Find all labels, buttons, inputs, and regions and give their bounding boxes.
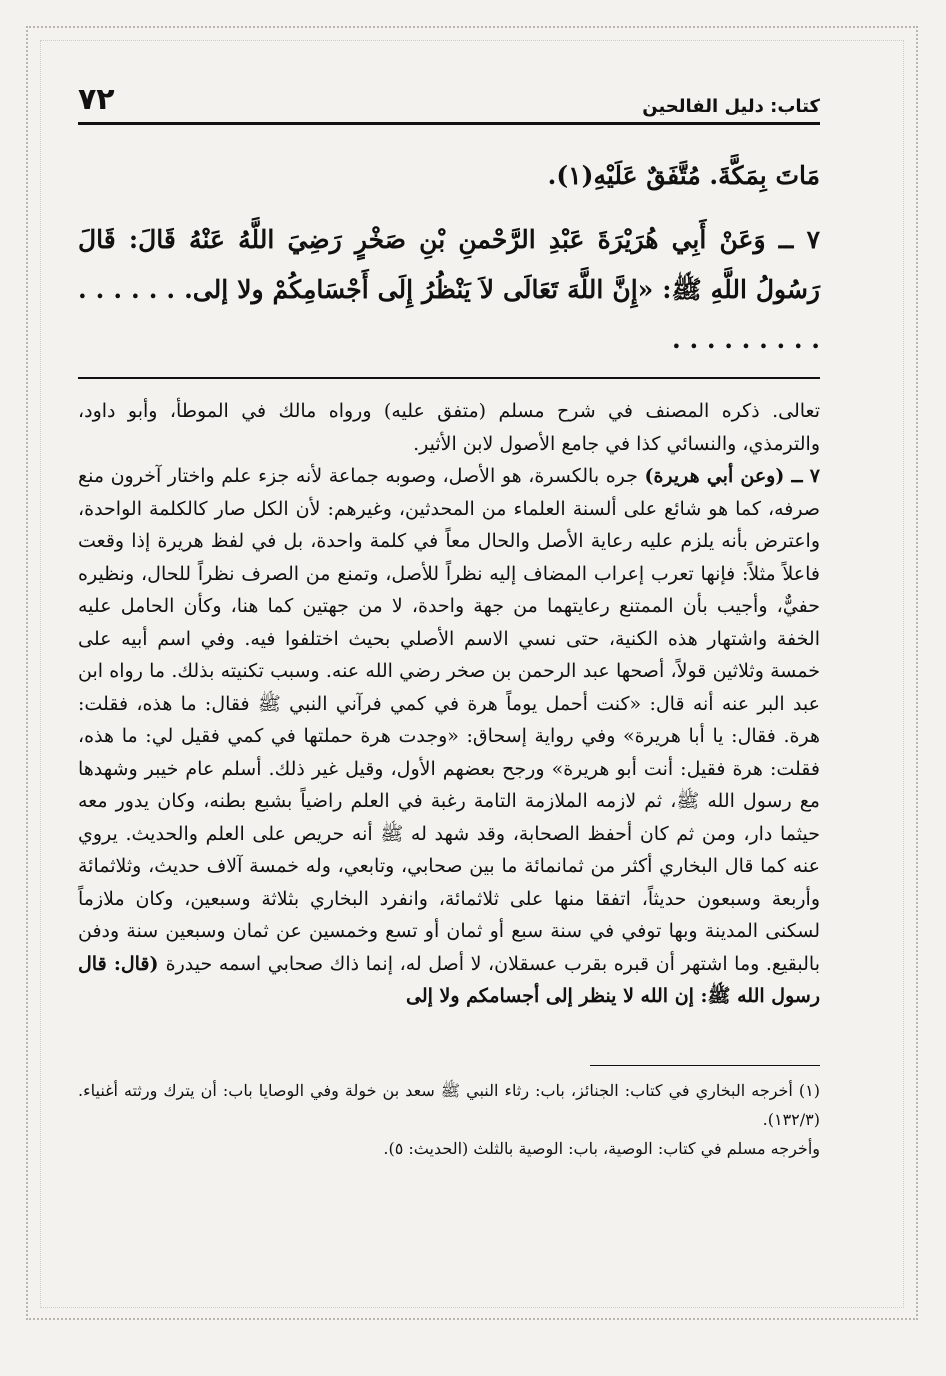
hadith-line: ٧ ــ وَعَنْ أَبِي هُرَيْرَةَ عَبْدِ الرَّحْمنِ بْنِ صَخْرٍ رَضِيَ اللَّهُ عَنْهُ قَالَ: قَالَ رَسُولُ اللَّهِ ﷺ: «إِنَّ اللَّهَ تَعَالَى لاَ يَنْظُرُ إِلَى أَجْسَامِكُمْ ولا إلى. . . . . . . . . . . . . . . . (78, 225, 820, 354)
commentary-lead: ٧ ــ (وعن أبي هريرة) (644, 465, 820, 487)
section-divider (78, 377, 820, 379)
hadith-line: مَاتَ بِمَكَّةَ. مُتَّفَقٌ عَلَيْهِ(١). (547, 161, 820, 190)
commentary (78, 395, 820, 1013)
commentary-quote: (قال: قال رسول الله ﷺ: إن الله لا ينظر إلى أجسامكم ولا إلى (78, 952, 820, 1007)
footnote-divider (590, 1065, 820, 1066)
commentary-paragraph (78, 460, 820, 1013)
footnotes (78, 1076, 820, 1163)
page-content (78, 78, 820, 1163)
footnote: وأخرجه مسلم في كتاب: الوصية، باب: الوصية بالثلث (الحديث: ٥). (383, 1138, 820, 1158)
page-number: ٧٢ (78, 82, 115, 117)
hadith-text (78, 151, 820, 365)
page-header (78, 78, 820, 125)
commentary-paragraph (78, 395, 820, 460)
book-title: كتاب: دليل الفالحين (642, 96, 820, 117)
footnote: (١) أخرجه البخاري في كتاب: الجنائز، باب: رثاء النبي ﷺ سعد بن خولة وفي الوصايا باب: أن يترك ورثته أغنياء. (١٣٢/٣). (78, 1080, 820, 1129)
commentary-text: تعالى. ذكره المصنف في شرح مسلم (متفق عليه) ورواه مالك في الموطأ، وأبو داود، والترمذي، والنسائي كذا في جامع الأصول لابن الأثير. (78, 400, 820, 455)
commentary-text: جره بالكسرة، هو الأصل، وصوبه جماعة لأنه جزء علم واختار آخرون منع صرفه، كما هو شائع على ألسنة العلماء من المحدثين، وغيرهم: لأن الكل صار كالكلمة الواحدة، واعترض بأنه يلزم عليه رعاية الأصل والحال معاً في كلمة واحدة، بل في لفظ هريرة إذا وقعت فاعلاً مثلاً: فإنها تعرب إعراب المضاف إليه نظراً للأصل، وتمنع من الصرف نظراً للحال، ونظيره حفيٌّ، وأجيب بأن الممتنع رعايتهما من جهة واحدة، لا من جهتين كما هنا، وكأن الحامل عليه الخفة واشتهار هذه الكنية، حتى نسي الاسم الأصلي بحيث اختلفوا فيه. وفي اسم أبيه على خمسة وثلاثين قولاً، أصحها عبد الرحمن بن صخر رضي الله عنه. وسبب تكنيته بذلك. ما رواه ابن عبد البر عنه أنه قال: «كنت أحمل يوماً هرة في كمي فرآني النبي ﷺ فقال: ما هذه، فقلت: هرة. فقال: يا أبا هريرة» وفي رواية إسحاق: «وجدت هرة حملتها في كمي فقيل لي: ما هذه، فقلت: هرة فقيل: أنت أبو هريرة» ورجح بعضهم الأول، وقيل غير ذلك. أسلم عام خيبر وشهدها مع رسول الله ﷺ، ثم لازمه الملازمة التامة رغبة في العلم راضياً بشبع بطنه، وكان يدور معه حيثما دار، ومن ثم كان أحفظ الصحابة، وقد شهد له ﷺ أنه حريص على العلم والحديث. يروي عنه كما قال البخاري أكثر من ثمانمائة ما بين صحابي، وتابعي، وله خمسة آلاف حديث، وثلاثمائة وأربعة وسبعون حديثاً، اتفقا منها على ثلاثمائة، وانفرد البخاري بثلاثة وسبعين، وكان ملازماً لسكنى المدينة وبها توفي في سنة سبع أو ثمان أو تسع وخمسين عن ثمان وسبعين سنة ودفن بالبقيع. وما اشتهر أن قبره بقرب عسقلان، لا أصل له، إنما ذاك صحابي اسمه حيدرة (78, 465, 820, 975)
